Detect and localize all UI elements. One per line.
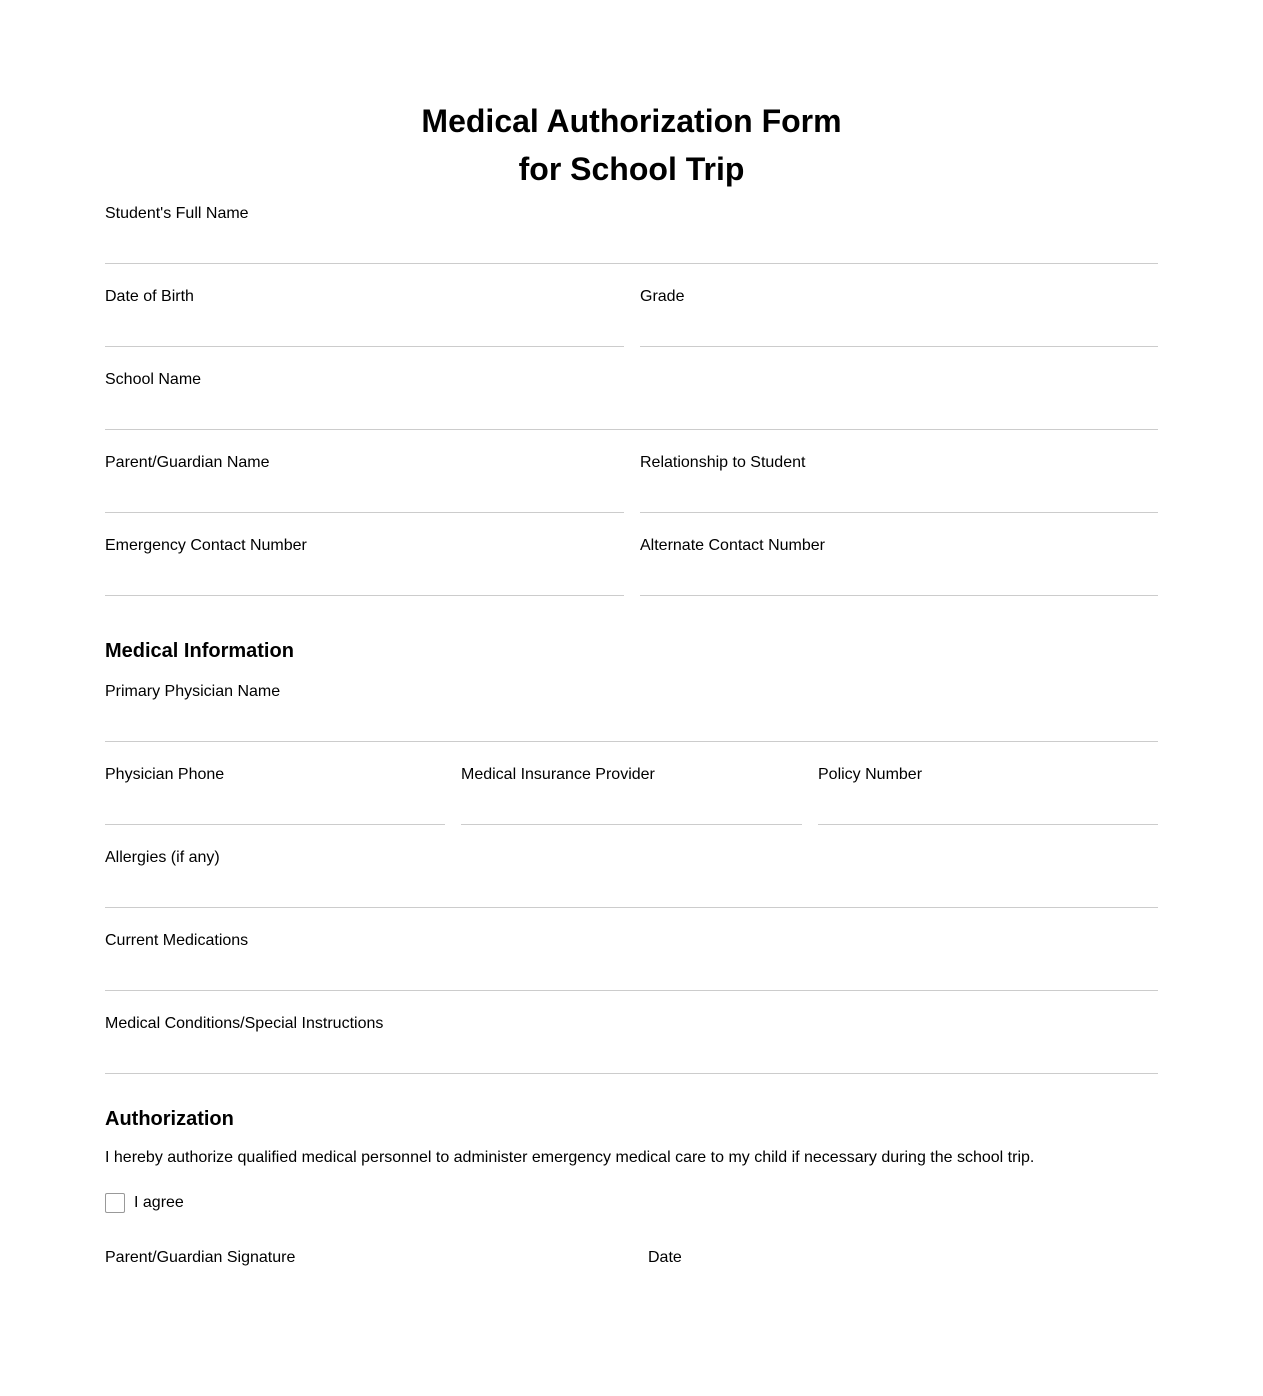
- alternate-contact-input[interactable]: [640, 560, 1158, 595]
- physician-phone-label: Physician Phone: [105, 766, 225, 783]
- title-line-1: Medical Authorization Form: [421, 103, 842, 139]
- parent-guardian-name-label: Parent/Guardian Name: [105, 454, 270, 471]
- agree-checkbox[interactable]: [105, 1193, 125, 1213]
- medical-information-heading: Medical Information: [105, 640, 294, 662]
- title-line-2: for School Trip: [518, 151, 745, 187]
- current-medications-input[interactable]: [105, 955, 1158, 990]
- physician-name-field: [105, 682, 1158, 742]
- grade-input[interactable]: [640, 311, 1158, 346]
- student-full-name-label: Student's Full Name: [105, 205, 249, 222]
- medical-conditions-label: Medical Conditions/Special Instructions: [105, 1015, 384, 1032]
- grade-label: Grade: [640, 288, 685, 305]
- page-title: [105, 97, 1158, 193]
- medical-conditions-field: [105, 1014, 1158, 1074]
- parent-guardian-name-field: [105, 453, 624, 513]
- allergies-field: [105, 848, 1158, 908]
- parent-signature-label: Parent/Guardian Signature: [105, 1249, 296, 1266]
- policy-number-input[interactable]: [818, 789, 1158, 824]
- medical-conditions-input[interactable]: [105, 1038, 1158, 1073]
- date-of-birth-label: Date of Birth: [105, 288, 194, 305]
- agree-checkbox-label[interactable]: I agree: [134, 1194, 184, 1211]
- relationship-label: Relationship to Student: [640, 454, 806, 471]
- school-name-input[interactable]: [105, 394, 1158, 429]
- physician-name-label: Primary Physician Name: [105, 683, 281, 700]
- grade-field: [640, 287, 1158, 347]
- emergency-contact-input[interactable]: [105, 560, 624, 595]
- insurance-provider-input[interactable]: [461, 789, 802, 824]
- emergency-contact-label: Emergency Contact Number: [105, 537, 307, 554]
- insurance-provider-field: [461, 765, 802, 825]
- current-medications-field: [105, 931, 1158, 991]
- current-medications-label: Current Medications: [105, 932, 249, 949]
- student-full-name-input[interactable]: [105, 228, 1158, 263]
- parent-guardian-name-input[interactable]: [105, 477, 624, 512]
- signature-date-label: Date: [648, 1249, 682, 1266]
- school-name-label: School Name: [105, 371, 202, 388]
- authorization-heading: Authorization: [105, 1108, 234, 1130]
- alternate-contact-label: Alternate Contact Number: [640, 537, 825, 554]
- physician-name-input[interactable]: [105, 706, 1158, 741]
- allergies-label: Allergies (if any): [105, 849, 220, 866]
- school-name-field: [105, 370, 1158, 430]
- date-of-birth-input[interactable]: [105, 311, 624, 346]
- alternate-contact-field: [640, 536, 1158, 596]
- physician-phone-field: [105, 765, 445, 825]
- policy-number-field: [818, 765, 1158, 825]
- relationship-field: [640, 453, 1158, 513]
- authorization-statement: I hereby authorize qualified medical personnel to administer emergency medical care to my child if necessary during the school trip.: [105, 1149, 1035, 1166]
- agree-checkbox-row[interactable]: [105, 1193, 184, 1213]
- emergency-contact-field: [105, 536, 624, 596]
- insurance-provider-label: Medical Insurance Provider: [461, 766, 655, 783]
- relationship-input[interactable]: [640, 477, 1158, 512]
- allergies-input[interactable]: [105, 872, 1158, 907]
- student-full-name-field: [105, 204, 1158, 264]
- policy-number-label: Policy Number: [818, 766, 923, 783]
- physician-phone-input[interactable]: [105, 789, 445, 824]
- date-of-birth-field: [105, 287, 624, 347]
